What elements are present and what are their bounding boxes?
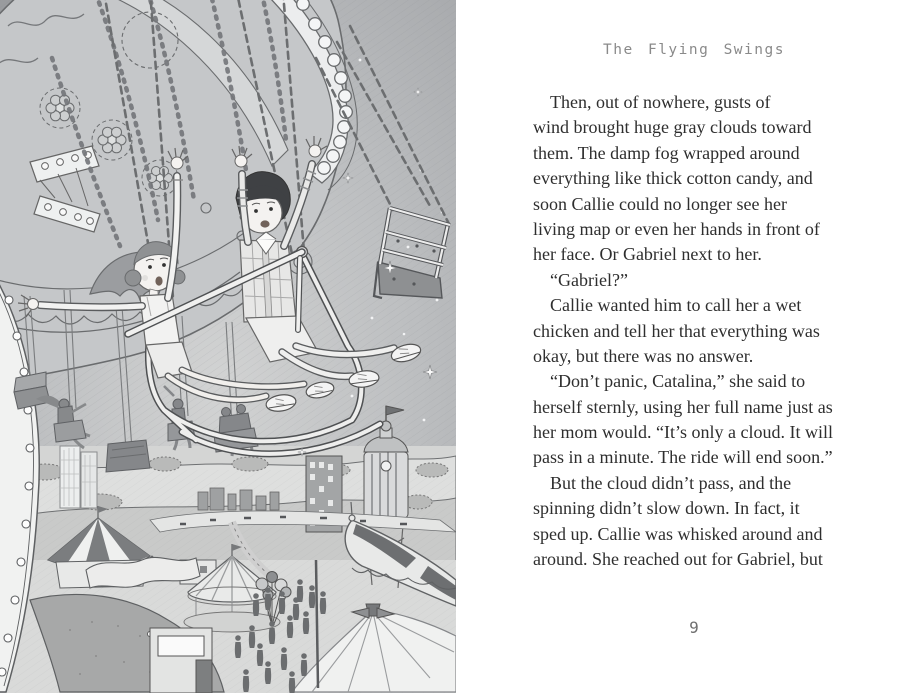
- page-number: 9: [689, 618, 699, 637]
- story-line: her face. Or Gabriel next to her.: [533, 244, 762, 265]
- story-line: everything like thick cotton candy, and: [533, 168, 813, 189]
- glass-towers: [60, 446, 97, 508]
- story-line: around. She reached out for Gabriel, but: [533, 549, 823, 570]
- story-line: “Don’t panic, Catalina,” she said to: [550, 371, 806, 392]
- story-line: living map or even her hands in front of: [533, 218, 820, 239]
- story-line: okay, but there was no answer.: [533, 345, 754, 366]
- story-line: spinning didn’t slow down. In fact, it: [533, 498, 800, 519]
- story-line: Then, out of nowhere, gusts of: [550, 92, 771, 112]
- story-line: “Gabriel?”: [550, 269, 628, 290]
- story-line: Callie wanted him to call her a wet: [550, 295, 802, 316]
- story-line: soon Callie could no longer see her: [533, 193, 787, 214]
- story-line: them. The damp fog wrapped around: [533, 142, 800, 163]
- story-line: chicken and tell her that everything was: [533, 320, 820, 341]
- story-line: herself sternly, using her full name just as: [533, 396, 833, 417]
- story-line: But the cloud didn’t pass, and the: [550, 472, 792, 493]
- chapter-title: The Flying Swings: [603, 42, 785, 58]
- booth: [150, 628, 212, 693]
- story-line: pass in a minute. The ride will end soon.”: [533, 447, 833, 468]
- story-line: sped up. Callie was whisked around and: [533, 523, 823, 544]
- text-page: [456, 0, 900, 693]
- story-lines: [533, 90, 879, 572]
- story-line: wind brought huge gray clouds toward: [533, 117, 812, 138]
- story-line: her mom would. “It’s only a cloud. It will: [533, 422, 833, 443]
